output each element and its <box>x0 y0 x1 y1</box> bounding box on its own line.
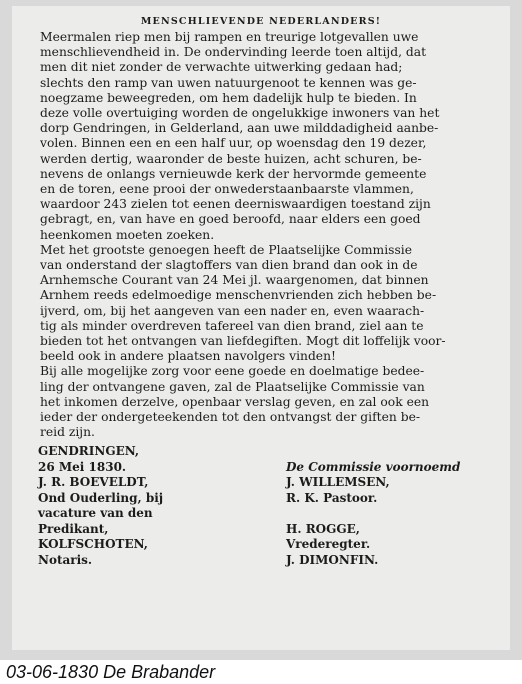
text-line: Arnhemsche Courant van 24 Mei jl. waargenomen, dat binnen <box>40 273 429 288</box>
signer-left-6: Notaris. <box>38 552 93 567</box>
text-line: Met het grootste genoegen heeft de Plaatselijke Commissie <box>40 242 412 257</box>
signer-left-4: Predikant, <box>38 521 109 536</box>
text-line: volen. Binnen een en een half uur, op woensdag den 19 dezer, <box>40 136 427 151</box>
signer-left-1: J. R. BOEVELDT, <box>38 475 149 490</box>
text-line: men dit niet zonder de verwachte uitwerking gedaan had; <box>40 60 403 75</box>
text-line: reid zijn. <box>40 425 95 440</box>
paragraph-1 <box>26 30 496 243</box>
text-line: noegzame beweegreden, om hem dadelijk hulp te bieden. In <box>40 90 417 105</box>
text-line: ijverd, om, bij het aangeven van een nader en, even waarach- <box>40 303 425 318</box>
signature-block <box>26 444 496 568</box>
sign-place: GENDRINGEN, <box>38 444 140 459</box>
text-line: van onderstand der slagtoffers van dien brand dan ook in de <box>40 258 418 273</box>
paragraph-2 <box>26 243 496 365</box>
text-line: deze volle overtuiging worden de ongelukkige inwoners van het <box>40 106 440 121</box>
text-line: werden dertig, waaronder de beste huizen, acht schuren, be- <box>40 151 422 166</box>
signer-right-5: Vrederegter. <box>286 537 371 552</box>
article-heading: MENSCHLIEVENDE NEDERLANDERS! <box>140 16 382 27</box>
signer-right-4: H. ROGGE, <box>286 521 360 536</box>
text-line: waardoor 243 zielen tot eenen deerniswaardigen toestand zijn <box>40 197 431 212</box>
text-line: het inkomen derzelve, openbaar verslag geven, en zal ook een <box>40 394 430 409</box>
signer-left-3: vacature van den <box>38 506 153 521</box>
text-line: Arnhem reeds edelmoedige menschenvrienden zich hebben be- <box>40 288 437 303</box>
sign-committee: De Commissie voornoemd <box>286 459 461 474</box>
newspaper-clipping <box>12 6 510 650</box>
text-line: nevens de onlangs vernieuwde kerk der hervormde gemeente <box>40 166 427 181</box>
text-line: gebragt, en, van have en goed beroofd, naar elders een goed <box>40 212 421 227</box>
text-line: bieden tot het ontvangen van liefdegiften. Mogt dit loffelijk voor- <box>40 334 446 349</box>
text-line: en de toren, eene prooi der onwederstaanbaarste vlammen, <box>40 182 414 197</box>
signer-right-1: J. WILLEMSEN, <box>286 475 390 490</box>
signer-left-5: KOLFSCHOTEN, <box>38 537 148 552</box>
paragraph-3 <box>26 364 496 440</box>
text-line: menschlievendheid in. De ondervinding leerde toen altijd, dat <box>40 45 427 60</box>
text-line: Bij alle mogelijke zorg voor eene goede en doelmatige bedee- <box>40 364 425 379</box>
text-line: slechts den ramp van uwen natuurgenoot te kennen was ge- <box>40 75 417 90</box>
text-line: dorp Gendringen, in Gelderland, aan uwe milddadigheid aanbe- <box>40 121 439 136</box>
signer-right-6: J. DIMONFIN. <box>286 552 379 567</box>
text-line: beeld ook in andere plaatsen navolgers vinden! <box>40 349 336 364</box>
text-line: ieder der ondergeteekenden tot den ontvangst der giften be- <box>40 410 421 425</box>
text-line: tig als minder overdreven tafereel van dien brand, ziel aan te <box>40 318 424 333</box>
article-body <box>26 30 496 440</box>
signer-right-2: R. K. Pastoor. <box>286 490 378 505</box>
sign-date: 26 Mei 1830. <box>38 459 127 474</box>
signer-left-2: Ond Ouderling, bij <box>38 490 164 505</box>
source-caption: 03-06-1830 De Brabander <box>6 662 216 682</box>
text-line: heenkomen moeten zoeken. <box>40 227 215 242</box>
text-line: ling der ontvangene gaven, zal de Plaatselijke Commissie van <box>40 379 425 394</box>
signer-right-3 <box>256 506 496 522</box>
text-line: Meermalen riep men bij rampen en treurige lotgevallen uwe <box>40 30 419 44</box>
